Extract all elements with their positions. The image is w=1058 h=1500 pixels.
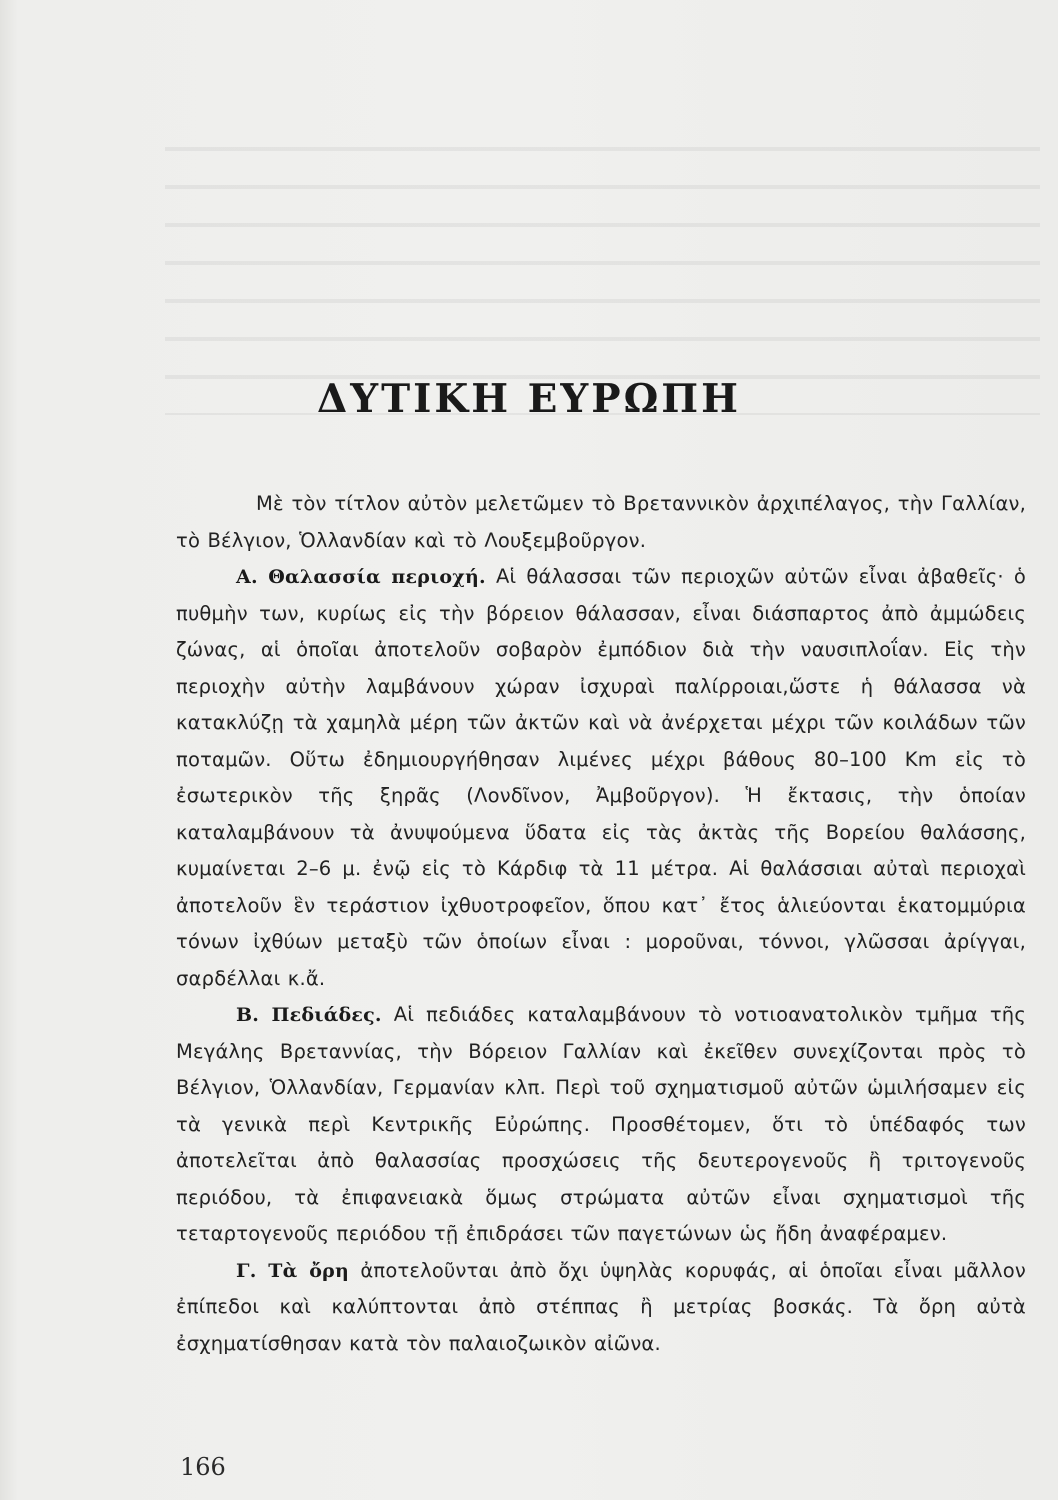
section-heading-sea-region: Α. Θαλασσία περιοχή. [236,566,486,588]
section-sea-region [176,559,1026,997]
intro-paragraph: Μὲ τὸν τίτλον αὐτὸν μελετῶμεν τὸ Βρεταννικὸν ἀρχιπέλαγος, τὴν Γαλλίαν, τὸ Βέλγιον, Ὁλλανδίαν καὶ τὸ Λουξεμβοῦργον. [176,492,1026,552]
section-text-sea-region: Αἱ θάλασσαι τῶν περιοχῶν αὐτῶν εἶναι ἀβαθεῖς· ὁ πυθμὴν των, κυρίως εἰς τὴν βόρειον θάλασσαν, εἶναι διάσπαρτος ἀπὸ ἀμμώδεις ζώνας, αἱ ὁποῖαι ἀποτελοῦν σοβαρὸν ἐμπόδιον διὰ τὴν ναυσιπλοΐαν. Εἰς τὴν περιοχὴν αὐτὴν λαμβάνουν χώραν ἰσχυραὶ παλίρροιαι,ὥστε ἡ θάλασσα νὰ κατακλύζῃ τὰ χαμηλὰ μέρη τῶν ἀκτῶν καὶ νὰ ἀνέρχεται μέχρι τῶν κοιλάδων τῶν ποταμῶν. Οὕτω ἐδημιουργήθησαν λιμένες μέχρι βάθους 80–100 Km εἰς τὸ ἐσωτερικὸν τῆς ξηρᾶς (Λονδῖνον, Ἀμβοῦργον). Ἡ ἔκτασις, τὴν ὁποίαν καταλαμβάνουν τὰ ἀνυψούμενα ὕδατα εἰς τὰς ἀκτὰς τῆς Βορείου θαλάσσης, κυμαίνεται 2–6 μ. ἐνῷ εἰς τὸ Κάρδιφ τὰ 11 μέτρα. Αἱ θαλάσσιαι αὐταὶ περιοχαὶ ἀποτελοῦν ἓν τεράστιον ἰχθυοτροφεῖον, ὅπου κατ᾿ ἔτος ἁλιεύονται ἑκατομμύρια τόνων ἰχθύων μεταξὺ τῶν ὁποίων εἶναι : μοροῦναι, τόννοι, γλῶσσαι ἀρίγγαι, σαρδέλλαι κ.ἄ. [176,565,1026,990]
page-title: ΔΥΤΙΚΗ ΕΥΡΩΠΗ [317,376,741,422]
bleed-through-shadow [165,125,1040,415]
section-text-plains: Αἱ πεδιάδες καταλαμβάνουν τὸ νοτιοανατολικὸν τμῆμα τῆς Μεγάλης Βρεταννίας, τὴν Βόρειον Γαλλίαν καὶ ἐκεῖθεν συνεχίζονται πρὸς τὸ Βέλγιον, Ὁλλανδίαν, Γερμανίαν κλπ. Περὶ τοῦ σχηματισμοῦ αὐτῶν ὡμιλήσαμεν εἰς τὰ γενικὰ περὶ Κεντρικῆς Εὐρώπης. Προσθέτομεν, ὅτι τὸ ὑπέδαφός των ἀποτελεῖται ἀπὸ θαλασσίας προσχώσεις τῆς δευτερογενοῦς ἢ τριτογενοῦς περιόδου, τὰ ἐπιφανειακὰ ὅμως στρώματα αὐτῶν εἶναι σχηματισμοὶ τῆς τεταρτογενοῦς περιόδου τῇ ἐπιδράσει τῶν παγετώνων ὡς ἤδη ἀναφέραμεν. [176,1003,1027,1245]
section-heading-plains: Β. Πεδιάδες. [236,1004,382,1026]
page-number: 166 [180,1453,226,1481]
section-heading-mountains: Γ. Τὰ ὄρη [236,1259,349,1282]
section-mountains [176,1253,1026,1363]
body-text [176,486,1026,1362]
section-plains [176,997,1026,1253]
section-text-mountains: ἀποτελοῦνται ἀπὸ ὄχι ὑψηλὰς κορυφάς, αἱ ὁποῖαι εἶναι μᾶλλον ἐπίπεδοι καὶ καλύπτονται ἀπὸ στέππας ἢ μετρίας βοσκάς. Τὰ ὄρη αὐτὰ ἐσχηματίσθησαν κατὰ τὸν παλαιοζωικὸν αἰῶνα. [176,1258,1026,1355]
